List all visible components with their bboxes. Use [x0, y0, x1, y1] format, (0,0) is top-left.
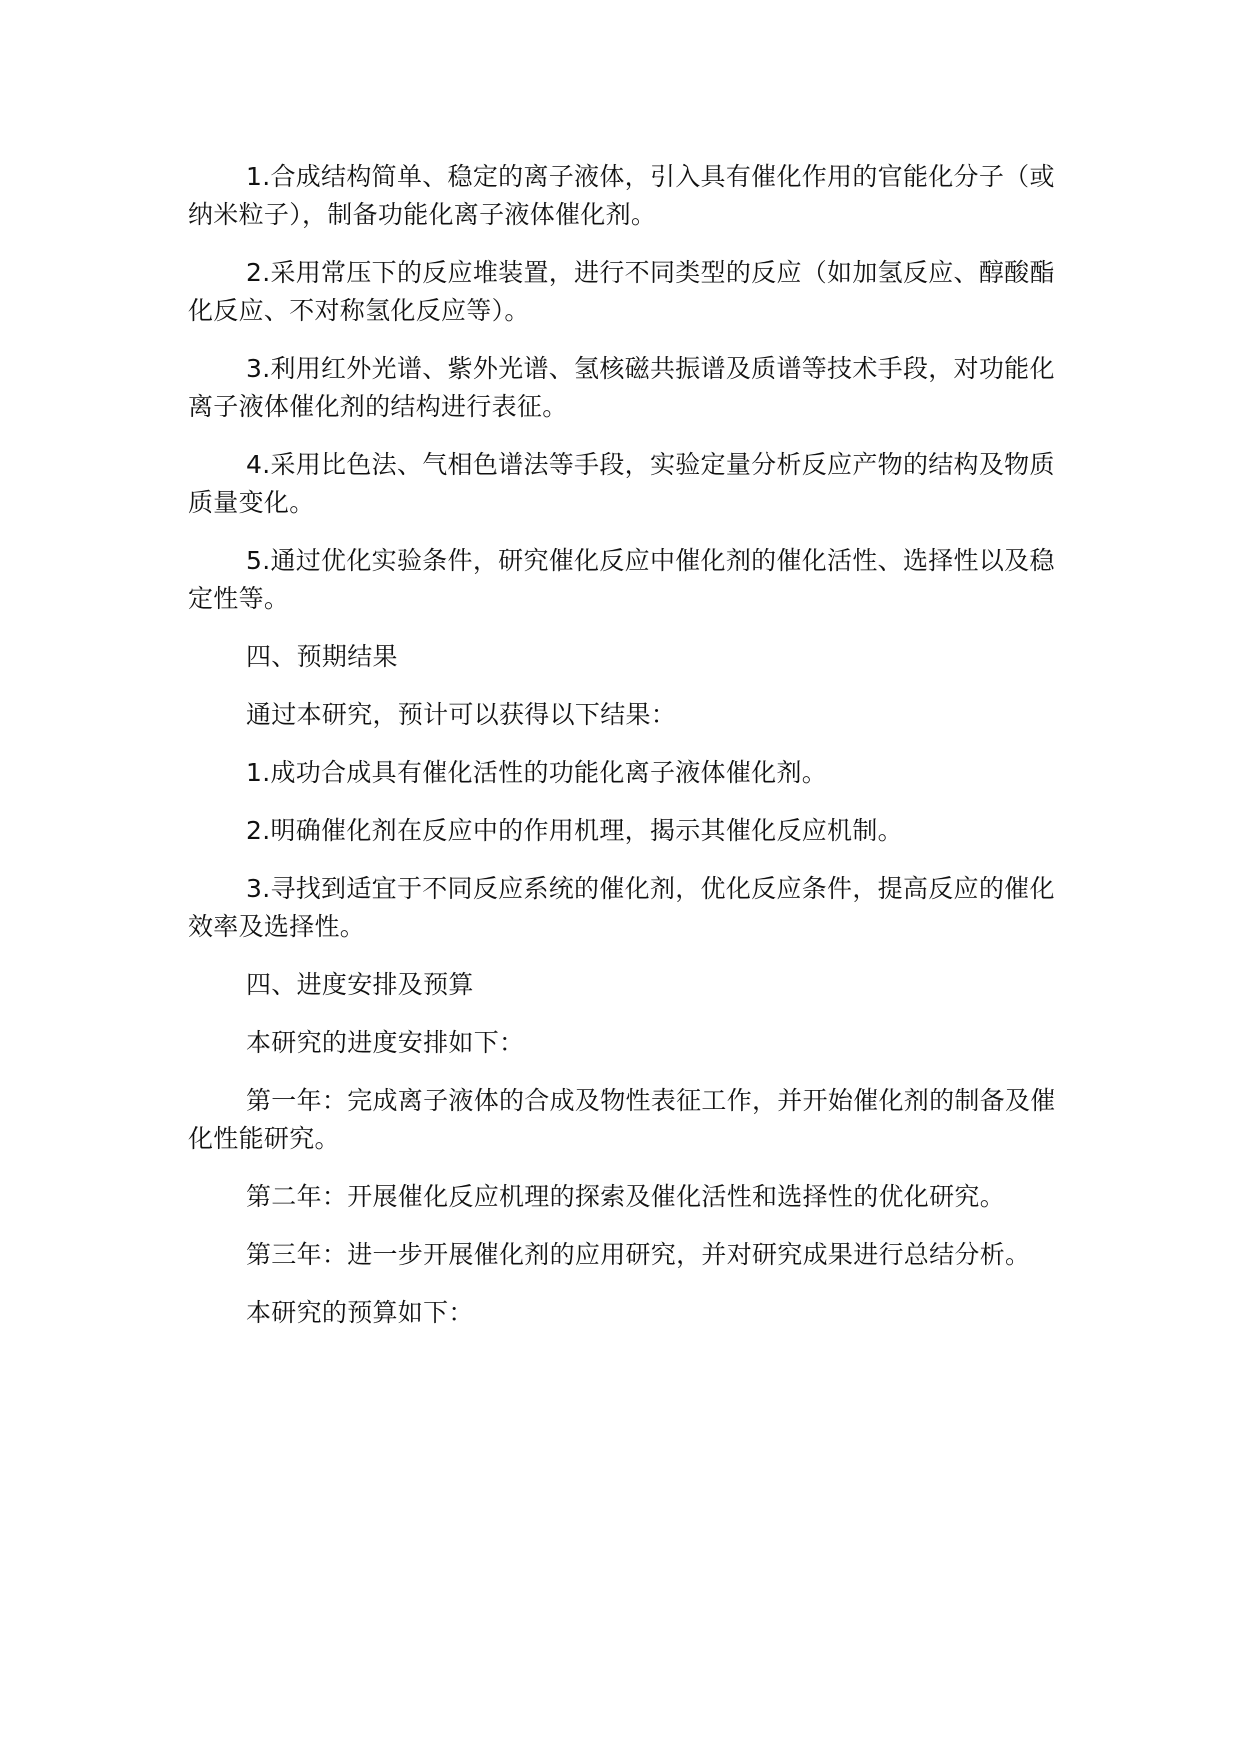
- paragraph-result-3: 3.寻找到适宜于不同反应系统的催化剂，优化反应条件，提高反应的催化效率及选择性。: [188, 874, 1055, 941]
- paragraph-result-2: 2.明确催化剂在反应中的作用机理，揭示其催化反应机制。: [246, 816, 903, 845]
- paragraph-year-1: 第一年：完成离子液体的合成及物性表征工作，并开始催化剂的制备及催化性能研究。: [188, 1086, 1056, 1153]
- paragraph-result-1: 1.成功合成具有催化活性的功能化离子液体催化剂。: [246, 758, 828, 787]
- document-body: [188, 158, 1068, 1352]
- section-heading-expected-results: 四、预期结果: [246, 642, 398, 671]
- paragraph-year-2: 第二年：开展催化反应机理的探索及催化活性和选择性的优化研究。: [246, 1182, 1006, 1211]
- paragraph-method-1: 1.合成结构简单、稳定的离子液体，引入具有催化作用的官能化分子（或纳米粒子），制备功能化离子液体催化剂。: [188, 162, 1055, 229]
- paragraph-method-5: 5.通过优化实验条件，研究催化反应中催化剂的催化活性、选择性以及稳定性等。: [188, 546, 1055, 613]
- paragraph-results-intro: 通过本研究，预计可以获得以下结果：: [246, 700, 677, 729]
- paragraph-method-2: 2.采用常压下的反应堆装置，进行不同类型的反应（如加氢反应、醇酸酯化反应、不对称氢化反应等）。: [188, 258, 1055, 325]
- paragraph-budget-intro: 本研究的预算如下：: [246, 1298, 474, 1327]
- paragraph-method-3: 3.利用红外光谱、紫外光谱、氢核磁共振谱及质谱等技术手段，对功能化离子液体催化剂的结构进行表征。: [188, 354, 1055, 421]
- section-heading-schedule-budget: 四、进度安排及预算: [246, 970, 474, 999]
- paragraph-method-4: 4.采用比色法、气相色谱法等手段，实验定量分析反应产物的结构及物质质量变化。: [188, 450, 1055, 517]
- paragraph-schedule-intro: 本研究的进度安排如下：: [246, 1028, 525, 1057]
- paragraph-year-3: 第三年：进一步开展催化剂的应用研究，并对研究成果进行总结分析。: [246, 1240, 1031, 1269]
